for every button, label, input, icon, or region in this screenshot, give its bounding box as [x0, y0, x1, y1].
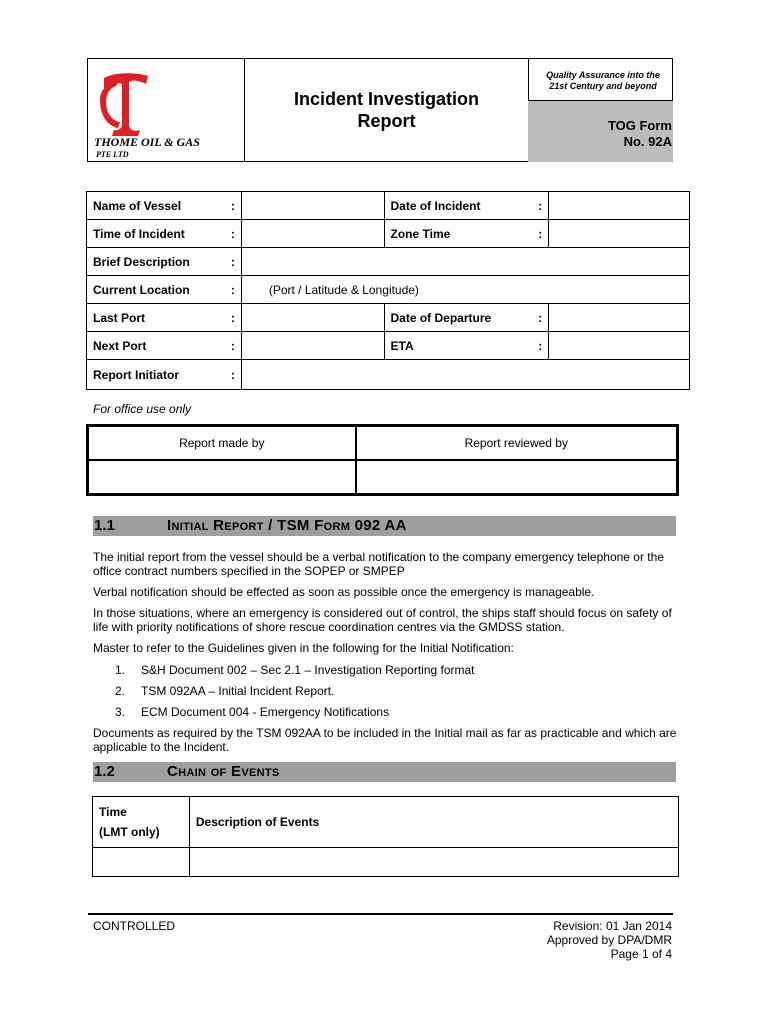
chain-of-events-table: [92, 796, 679, 877]
time-header-line-1: Time: [99, 805, 127, 819]
approved-by: Approved by DPA/DMR: [546, 933, 672, 947]
field-current-location[interactable]: [241, 276, 689, 304]
page-number: Page 1 of 4: [610, 947, 672, 961]
field-zone-time[interactable]: [549, 220, 690, 248]
quality-slogan: [528, 70, 678, 92]
list-number: 1.: [115, 663, 126, 677]
label-date-of-departure: Date of Departure: [384, 304, 524, 332]
list-number: 2.: [115, 684, 126, 698]
field-eta[interactable]: [549, 332, 690, 360]
field-last-port[interactable]: [241, 304, 384, 332]
label-next-port: Next Port: [87, 332, 217, 360]
section-title: Initial Report / TSM Form 092 AA: [167, 517, 407, 534]
slogan-line-2: 21st Century and beyond: [549, 81, 657, 91]
label-eta: ETA: [384, 332, 524, 360]
colon: :: [524, 220, 549, 248]
office-use-table: [86, 424, 679, 496]
company-name: THOME OIL & GAS: [94, 135, 200, 149]
list-number: 3.: [115, 705, 126, 719]
paragraph: Master to refer to the Guidelines given in the following for the Initial Notification:: [93, 641, 514, 655]
field-time-of-incident[interactable]: [241, 220, 384, 248]
section-heading-chain-of-events: [93, 762, 676, 782]
description-cell[interactable]: [189, 848, 678, 877]
revision-info: [470, 919, 672, 961]
title-line-2: Report: [357, 111, 416, 131]
field-name-of-vessel[interactable]: [241, 192, 384, 220]
revision-date: Revision: 01 Jan 2014: [553, 919, 672, 933]
time-column-header: [93, 797, 190, 848]
report-reviewed-by-field[interactable]: [356, 460, 677, 494]
label-current-location: Current Location: [87, 276, 217, 304]
label-brief-description: Brief Description: [87, 248, 217, 276]
colon: :: [216, 276, 241, 304]
paragraph: Verbal notification should be effected as soon as possible once the emergency is manageable.: [93, 585, 595, 599]
report-reviewed-by-header: Report reviewed by: [356, 426, 677, 460]
field-next-port[interactable]: [241, 332, 384, 360]
title-line-1: Incident Investigation: [293, 89, 480, 109]
footer-divider: [88, 913, 673, 915]
list-text: TSM 092AA – Initial Incident Report.: [141, 684, 335, 698]
label-name-of-vessel: Name of Vessel: [87, 192, 217, 220]
company-logo: [96, 70, 156, 136]
vessel-info-table: [86, 191, 690, 390]
paragraph: The initial report from the vessel should be a verbal notification to the company emergency telephone or the office contract numbers specified in the SOPEP or SMPEP: [93, 550, 664, 578]
report-made-by-header: Report made by: [88, 426, 356, 460]
document-title: [245, 58, 528, 162]
paragraph: Documents as required by the TSM 092AA to be included in the Initial mail as far as practicable and which are applicable to the Incident.: [93, 726, 677, 754]
form-number-line-2: No. 92A: [623, 134, 672, 149]
report-made-by-field[interactable]: [88, 460, 356, 494]
list-item: [115, 663, 475, 677]
slogan-line-1: Quality Assurance into the: [546, 70, 660, 80]
colon: :: [524, 192, 549, 220]
label-last-port: Last Port: [87, 304, 217, 332]
form-number: [528, 118, 673, 150]
time-header-line-2: (LMT only): [99, 825, 160, 839]
label-report-initiator: Report Initiator: [87, 360, 217, 390]
time-cell[interactable]: [93, 848, 190, 877]
list-text: ECM Document 004 - Emergency Notifications: [141, 705, 390, 719]
label-time-of-incident: Time of Incident: [87, 220, 217, 248]
paragraph: In those situations, where an emergency is considered out of control, the ships staff should focus on safety of life with priority notifications of shore rescue coordination centres via the GMDSS station.: [93, 606, 672, 634]
form-number-line-1: TOG Form: [607, 118, 672, 133]
list-item: [115, 705, 389, 719]
controlled-label: CONTROLLED: [93, 919, 176, 933]
colon: :: [216, 220, 241, 248]
colon: :: [216, 192, 241, 220]
field-brief-description[interactable]: [241, 248, 689, 276]
company-subtitle: PTE LTD: [96, 150, 129, 159]
section-number: 1.2: [94, 763, 115, 780]
current-location-hint: (Port / Latitude & Longitude): [268, 282, 419, 297]
section-heading-initial-report: [93, 516, 676, 536]
office-use-note: For office use only: [93, 402, 192, 416]
section-number: 1.1: [94, 517, 115, 534]
section-title: Chain of Events: [167, 763, 280, 780]
colon: :: [216, 360, 241, 390]
colon: :: [216, 248, 241, 276]
label-zone-time: Zone Time: [384, 220, 524, 248]
colon: :: [524, 304, 549, 332]
colon: :: [524, 332, 549, 360]
field-date-of-incident[interactable]: [549, 192, 690, 220]
description-column-header: Description of Events: [189, 797, 678, 848]
field-report-initiator[interactable]: [241, 360, 689, 390]
field-date-of-departure[interactable]: [549, 304, 690, 332]
label-date-of-incident: Date of Incident: [384, 192, 524, 220]
list-item: [115, 684, 334, 698]
colon: :: [216, 332, 241, 360]
list-text: S&H Document 002 – Sec 2.1 – Investigation Reporting format: [141, 663, 475, 677]
colon: :: [216, 304, 241, 332]
